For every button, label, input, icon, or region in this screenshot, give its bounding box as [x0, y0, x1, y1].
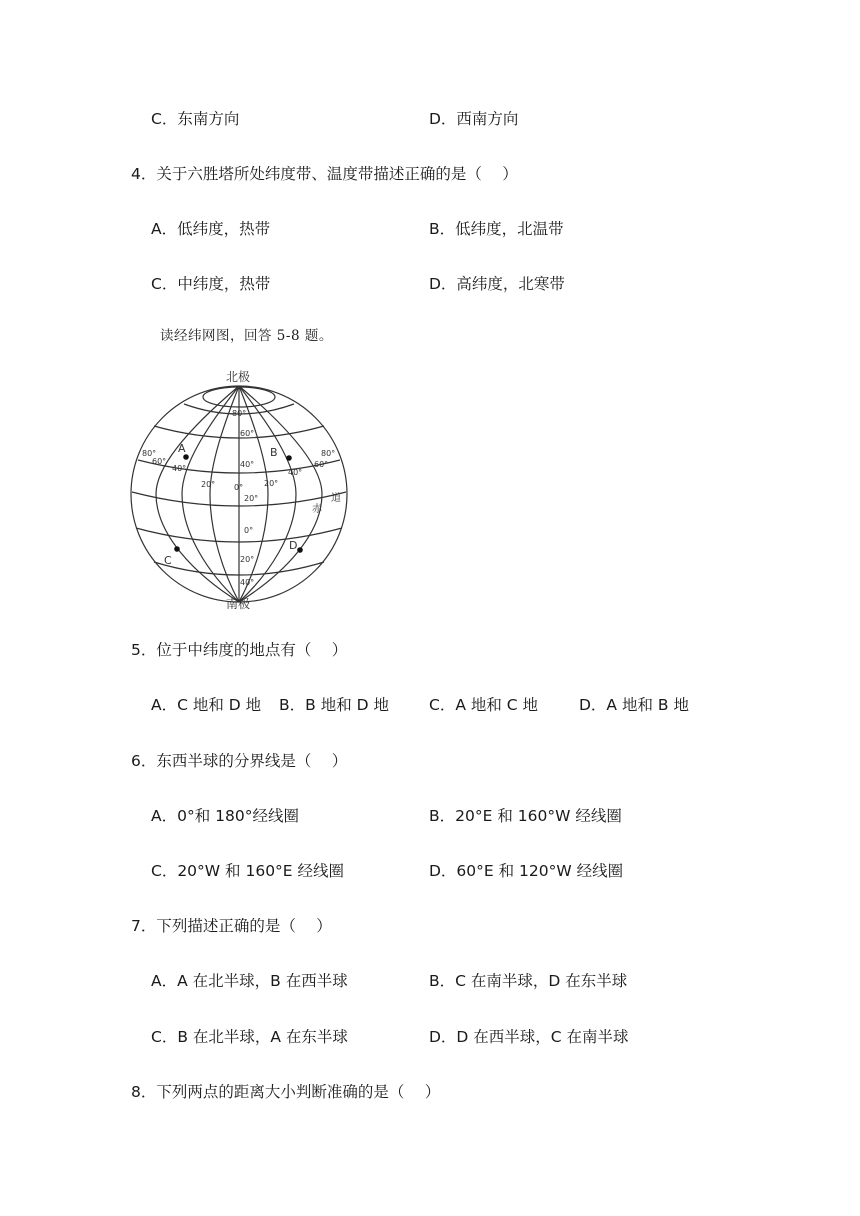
point-b-label: B: [270, 446, 278, 459]
q5-stem: 5．位于中纬度的地点有（ ）: [131, 641, 348, 659]
lon-label-w80: 80°: [142, 449, 157, 458]
q5-option-b: B．B 地和 D 地: [279, 696, 389, 714]
q5-option-a: A．C 地和 D 地: [151, 696, 262, 714]
q5-option-d: D．A 地和 B 地: [579, 696, 689, 714]
lon-label-e40: 40°: [288, 468, 303, 477]
point-d-marker: [297, 547, 303, 553]
q7-option-a: A．A 在北半球，B 在西半球: [151, 972, 348, 990]
q7-option-d: D．D 在西半球，C 在南半球: [429, 1028, 629, 1046]
graticule-globe-figure: [124, 364, 356, 614]
q4-option-c: C．中纬度，热带: [151, 275, 271, 293]
point-d-label: D: [289, 539, 298, 552]
north-pole-label: 北极: [226, 370, 251, 384]
q7-stem: 7．下列描述正确的是（ ）: [131, 917, 332, 935]
q8-stem: 8．下列两点的距离大小判断准确的是（ ）: [131, 1083, 441, 1101]
lon-label-e60: 60°: [314, 460, 329, 469]
point-c-label: C: [164, 554, 172, 567]
lon-label-w40: 40°: [172, 464, 187, 473]
q6-option-a: A．0°和 180°经线圈: [151, 807, 299, 825]
lat-label-0: 0°: [244, 526, 254, 535]
q7-option-c: C．B 在北半球，A 在东半球: [151, 1028, 348, 1046]
lat-label-40: 40°: [240, 460, 255, 469]
q4-stem: 4．关于六胜塔所处纬度带、温度带描述正确的是（ ）: [131, 165, 518, 183]
lat-label-s40: 40°: [240, 578, 255, 587]
q3-option-c: C．东南方向: [151, 110, 240, 128]
point-c-marker: [174, 546, 180, 552]
q6-option-c: C．20°W 和 160°E 经线圈: [151, 862, 345, 880]
lat-label-s20: 20°: [240, 555, 255, 564]
lon-label-0: 0°: [234, 483, 244, 492]
lon-label-e20: 20°: [264, 479, 279, 488]
q3-option-d: D．西南方向: [429, 110, 519, 128]
q4-option-a: A．低纬度，热带: [151, 220, 271, 238]
q6-option-d: D．60°E 和 120°W 经线圈: [429, 862, 624, 880]
lon-label-w20: 20°: [201, 480, 216, 489]
lat-label-20: 20°: [244, 494, 259, 503]
lon-label-w60: 60°: [152, 457, 167, 466]
q4-option-d: D．高纬度，北寒带: [429, 275, 565, 293]
equator-label-1: 赤: [312, 504, 322, 515]
q6-option-b: B．20°E 和 160°W 经线圈: [429, 807, 622, 825]
q7-option-b: B．C 在南半球，D 在东半球: [429, 972, 628, 990]
point-a-label: A: [178, 442, 186, 455]
point-a-marker: [183, 454, 189, 460]
q5-option-c: C．A 地和 C 地: [429, 696, 539, 714]
lat-label-80: 80°: [232, 409, 247, 418]
equator-label-2: 道: [331, 493, 341, 504]
south-pole-label: 南极: [226, 597, 251, 611]
q4-option-b: B．低纬度，北温带: [429, 220, 564, 238]
q6-stem: 6．东西半球的分界线是（ ）: [131, 752, 348, 770]
lon-label-e80: 80°: [321, 449, 336, 458]
lat-label-60: 60°: [240, 429, 255, 438]
reading-intro: 读经纬网图，回答 5-8 题。: [160, 328, 333, 344]
point-b-marker: [286, 455, 292, 461]
